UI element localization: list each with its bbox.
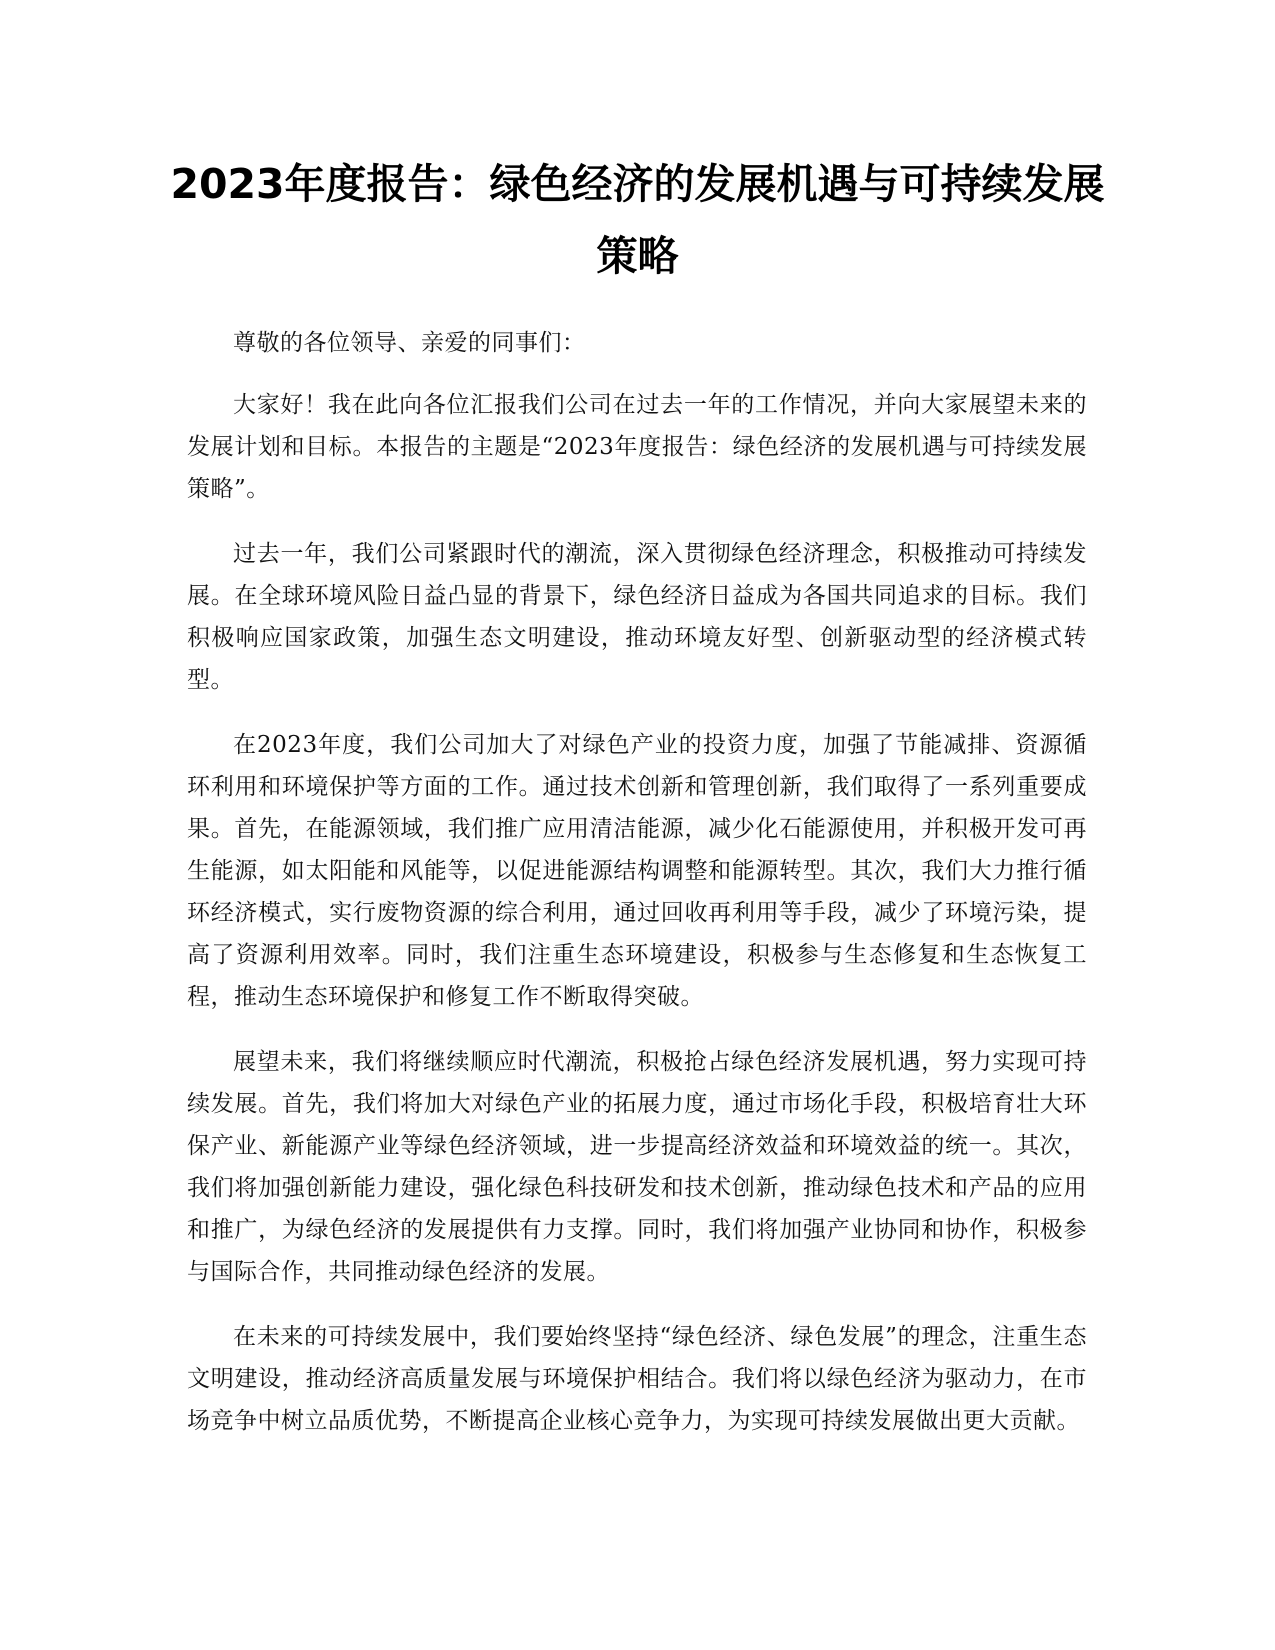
- paragraph-introduction: 大家好！我在此向各位汇报我们公司在过去一年的工作情况，并向大家展望未来的发展计划和目标。本报告的主题是“2023年度报告：绿色经济的发展机遇与可持续发展策略”。: [187, 392, 1087, 502]
- paragraph-conclusion: 在未来的可持续发展中，我们要始终坚持“绿色经济、绿色发展”的理念，注重生态文明建设，推动经济高质量发展与环境保护相结合。我们将以绿色经济为驱动力，在市场竞争中树立品质优势，不断提高企业核心竞争力，为实现可持续发展做出更大贡献。: [187, 1324, 1087, 1434]
- document-title: 2023年度报告：绿色经济的发展机遇与可持续发展策略: [170, 160, 1105, 280]
- document-body: [187, 322, 1087, 1465]
- paragraph-greeting: 尊敬的各位领导、亲爱的同事们：: [233, 330, 586, 356]
- paragraph-past-year: 过去一年，我们公司紧跟时代的潮流，深入贯彻绿色经济理念，积极推动可持续发展。在全球环境风险日益凸显的背景下，绿色经济日益成为各国共同追求的目标。我们积极响应国家政策，加强生态文明建设，推动环境友好型、创新驱动型的经济模式转型。: [187, 541, 1087, 693]
- paragraph-achievements: 在2023年度，我们公司加大了对绿色产业的投资力度，加强了节能减排、资源循环利用和环境保护等方面的工作。通过技术创新和管理创新，我们取得了一系列重要成果。首先，在能源领域，我们推广应用清洁能源，减少化石能源使用，并积极开发可再生能源，如太阳能和风能等，以促进能源结构调整和能源转型。其次，我们大力推行循环经济模式，实行废物资源的综合利用，通过回收再利用等手段，减少了环境污染，提高了资源利用效率。同时，我们注重生态环境建设，积极参与生态修复和生态恢复工程，推动生态环境保护和修复工作不断取得突破。: [187, 732, 1087, 1010]
- paragraph-outlook: 展望未来，我们将继续顺应时代潮流，积极抢占绿色经济发展机遇，努力实现可持续发展。首先，我们将加大对绿色产业的拓展力度，通过市场化手段，积极培育壮大环保产业、新能源产业等绿色经济领域，进一步提高经济效益和环境效益的统一。其次，我们将加强创新能力建设，强化绿色科技研发和技术创新，推动绿色技术和产品的应用和推广，为绿色经济的发展提供有力支撑。同时，我们将加强产业协同和协作，积极参与国际合作，共同推动绿色经济的发展。: [187, 1049, 1087, 1285]
